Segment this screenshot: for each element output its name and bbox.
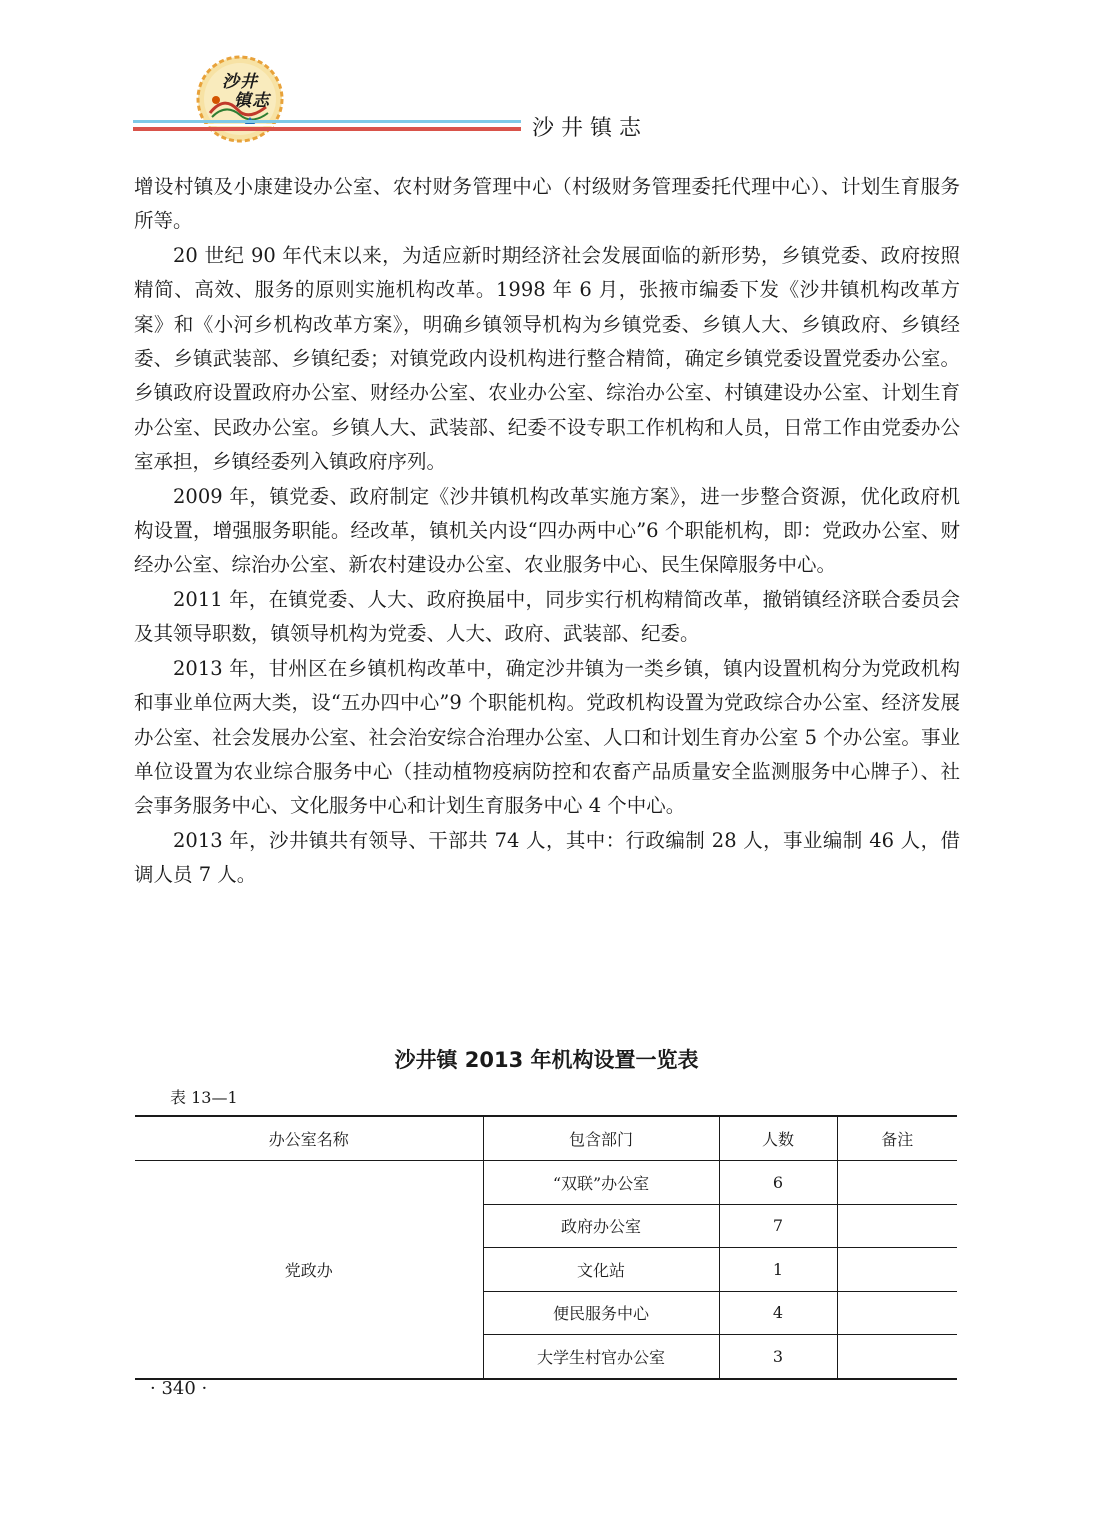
header-office-name: 办公室名称 xyxy=(135,1116,483,1161)
dept-cell: 文化站 xyxy=(483,1248,719,1292)
dept-cell: “双联”办公室 xyxy=(483,1161,719,1205)
logo-text-line2: 镇志 xyxy=(234,91,270,111)
dept-cell: 便民服务中心 xyxy=(483,1291,719,1335)
count-cell: 6 xyxy=(719,1161,837,1205)
table-title: 沙井镇 2013 年机构设置一览表 xyxy=(394,1048,699,1072)
dept-cell: 大学生村官办公室 xyxy=(483,1335,719,1379)
note-cell xyxy=(837,1335,957,1379)
count-cell: 1 xyxy=(719,1248,837,1292)
note-cell xyxy=(837,1248,957,1292)
paragraph: 2013 年，甘州区在乡镇机构改革中，确定沙井镇为一类乡镇，镇内设置机构分为党政机构和事业单位两大类，设“五办四中心”9 个职能机构。党政机构设置为党政综合办公室、经济发展办公室、社会发展办公室、社会治安综合治理办公室、人口和计划生育办公室 5 个办公室。事业单位设置为农业综合服务中心（挂动植物疫病防控和农畜产品质量安全监测服务中心牌子）、社会事务服务中心、文化服务中心和计划生育服务中心 4 个中心。 xyxy=(134,656,960,818)
dept-cell: 政府办公室 xyxy=(483,1204,719,1248)
org-table xyxy=(135,1115,957,1380)
table-row xyxy=(135,1161,957,1205)
header-departments: 包含部门 xyxy=(483,1116,719,1161)
page-number: · 340 · xyxy=(150,1378,208,1399)
paragraph: 增设村镇及小康建设办公室、农村财务管理中心（村级财务管理委托代理中心）、计划生育服务所等。 xyxy=(134,175,960,233)
header-rule-gap xyxy=(133,124,521,126)
table-header-row xyxy=(135,1116,957,1161)
paragraph: 2011 年，在镇党委、人大、政府换届中，同步实行机构精简改革，撤销镇经济联合委员会及其领导职数，镇领导机构为党委、人大、政府、武装部、纪委。 xyxy=(134,587,960,646)
paragraph: 20 世纪 90 年代末以来，为适应新时期经济社会发展面临的新形势，乡镇党委、政府按照精简、高效、服务的原则实施机构改革。1998 年 6 月，张掖市编委下发《沙井镇机构改革方案》和《小河乡机构改革方案》，明确乡镇领导机构为乡镇党委、乡镇人大、乡镇政府、乡镇经委、乡镇武装部、乡镇纪委；对镇党政内设机构进行整合精简，确定乡镇党委设置党委办公室。乡镇政府设置政府办公室、财经办公室、农业办公室、综治办公室、村镇建设办公室、计划生育办公室、民政办公室。乡镇人大、武装部、纪委不设专职工作机构和人员，日常工作由党委办公室承担，乡镇经委列入镇政府序列。 xyxy=(134,243,960,474)
header-rule-blue xyxy=(133,120,521,123)
paragraph: 2013 年，沙井镇共有领导、干部共 74 人，其中：行政编制 28 人，事业编制 46 人，借调人员 7 人。 xyxy=(134,828,960,887)
note-cell xyxy=(837,1161,957,1205)
logo-text-line1: 沙井 xyxy=(222,72,258,92)
running-title: 沙井镇志 xyxy=(532,116,649,141)
table-id: 表 13—1 xyxy=(170,1088,238,1107)
note-cell xyxy=(837,1204,957,1248)
header-headcount: 人数 xyxy=(719,1116,837,1161)
header-rule-red xyxy=(133,127,521,131)
count-cell: 3 xyxy=(719,1335,837,1379)
count-cell: 7 xyxy=(719,1204,837,1248)
header-notes: 备注 xyxy=(837,1116,957,1161)
note-cell xyxy=(837,1291,957,1335)
body-text xyxy=(134,170,960,893)
page-header xyxy=(0,0,1093,150)
count-cell: 4 xyxy=(719,1291,837,1335)
paragraph: 2009 年，镇党委、政府制定《沙井镇机构改革实施方案》，进一步整合资源，优化政府机构设置，增强服务职能。经改革，镇机关内设“四办两中心”6 个职能机构，即：党政办公室、财经办公室、综治办公室、新农村建设办公室、农业服务中心、民生保障服务中心。 xyxy=(134,484,960,577)
group-name-cell: 党政办 xyxy=(135,1161,483,1379)
